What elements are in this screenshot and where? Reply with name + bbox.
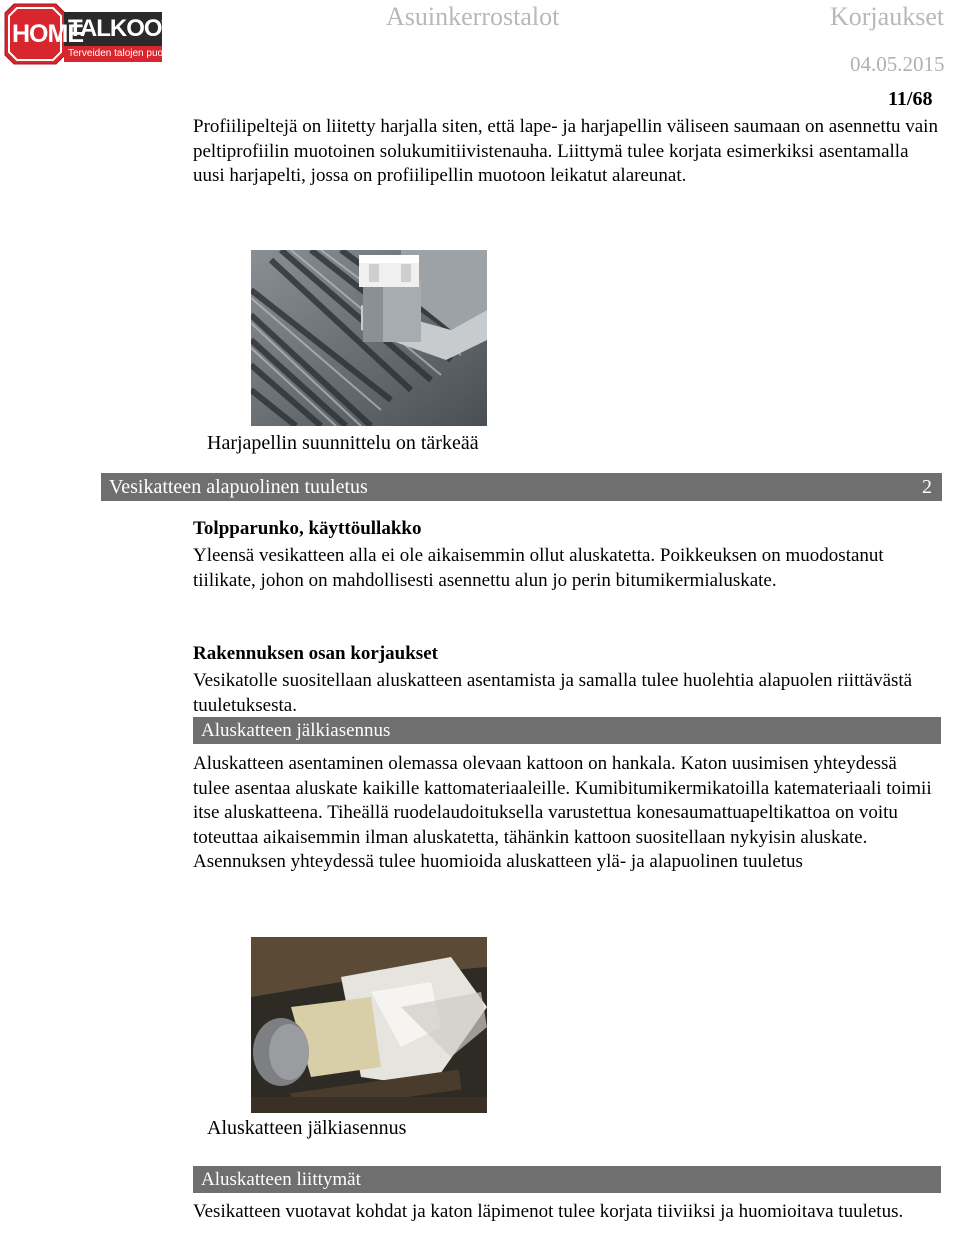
subsection-banner-liittymat-title: Aluskatteen liittymät (201, 1169, 361, 1190)
subsection-banner-aluskate-title: Aluskatteen jälkiasennus (201, 720, 391, 741)
subsection1-text: Yleensä vesikatteen alla ei ole aikaisemmin ollut aluskatetta. Poikkeuksen on muodostanut tiilikate, johon on mahdollisesti asennettu alun jo perin bitumikermialuskate. (193, 545, 884, 591)
subsection2-text: Vesikatolle suositellaan aluskatteen asentamista ja samalla tulee huolehtia alapuolen riittävästä tuuletuksesta. (193, 670, 913, 716)
intro-paragraph: Profiilipeltejä on liitetty harjalla siten, että lape- ja harjapellin väliseen saumaan on asennettu vain peltiprofiilin muotoinen solukumitiivistenauha. Liittymä tulee korjata esimerkiksi asentamalla uusi harjapelti, jossa on profiilipellin muotoon leikatut alareunat. (193, 116, 938, 186)
subsection-banner-liittymat (193, 1166, 941, 1193)
page-number: 11/68 (888, 88, 933, 110)
subsection1-heading: Tolpparunko, käyttöullakko (193, 518, 422, 539)
section-banner-title: Vesikatteen alapuolinen tuuletus (109, 476, 368, 498)
hometalkoot-logo (4, 3, 198, 65)
section-banner-number: 2 (922, 476, 932, 498)
logo-talkoot-text: TALKOOT.FI (68, 15, 198, 42)
logo-home-text: HOME (12, 20, 83, 48)
subsection-banner-aluskate (193, 717, 941, 744)
subsection2-heading: Rakennuksen osan korjaukset (193, 643, 438, 664)
logo-tagline: Terveiden talojen puolesta (68, 48, 185, 59)
aluskate-paragraph: Aluskatteen asentaminen olemassa olevaan kattoon on hankala. Katon uusimisen yhteydessä tulee asentaa aluskate kaikille kattomateriaaleille. Kumibitumikermikatoilla katemateriaali toimii itse aluskatteena. Tiheällä ruodelaudoituksella varustettua konesaumattuapeltikattoa on voitu toteuttaa aikaisemmin ilman aluskatetta, tähänkin kattoon suositellaan nykyisin aluskate. Asennuksen yhteydessä tulee huomioida aluskatteen ylä- ja alapuolinen tuuletus (193, 753, 932, 872)
document-title: Asuinkerrostalot (386, 2, 560, 31)
section-banner (101, 473, 942, 501)
photo1-caption: Harjapellin suunnittelu on tärkeää (207, 432, 479, 454)
roof-ridge-photo (251, 250, 487, 426)
attic-underlay-photo (251, 937, 487, 1113)
liittymat-paragraph: Vesikatteen vuotavat kohdat ja katon läpimenot tulee korjata tiiviiksi ja huomioitava tuuletus. (193, 1201, 904, 1222)
document-date: 04.05.2015 (850, 52, 945, 76)
photo2-caption: Aluskatteen jälkiasennus (207, 1117, 407, 1139)
document-section: Korjaukset (830, 2, 945, 31)
